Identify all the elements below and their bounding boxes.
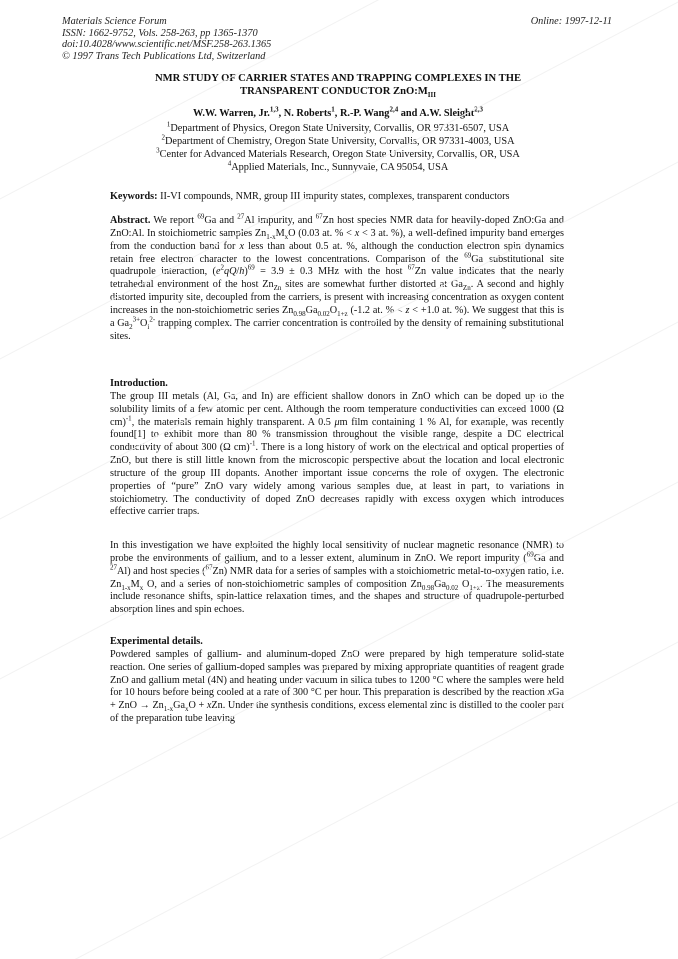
issn-line: ISSN: 1662-9752, Vols. 258-263, pp 1365-1370 bbox=[62, 27, 258, 39]
keywords-text: II-VI compounds, NMR, group III impurity states, complexes, transparent conductors bbox=[160, 191, 510, 202]
citation-header bbox=[62, 16, 271, 62]
affiliation: $^2$Department of Chemistry, Oregon State University, Corvallis, OR 97331-4003, USA bbox=[161, 133, 515, 147]
keywords bbox=[110, 191, 564, 204]
abstract-paragraph: Abstract. We report $^{69}$Ga and $^{27}$Al impurity, and $^{67}$Zn host species NMR data for heavily-doped ZnO:Ga and ZnO:Al. In stoichiometric samples $Zn_{1-x}M_xO$ (0.03 at. % < x < 3 at. %), a well-defined impurity band emerges from the conduction band for x less than about 0.5 at. %, although the conduction electron spin dynamics retain free electron character to the lowest concentrations. Comparison of the $^{69}$Ga substitutional site quadrupole interaction, $(e^2qQ/h)^{69} = 3.9 \pm 0.3$ MHz with the host $^{67}$Zn value indicates that the nearly tetrahedral environment of the host $Zn_{Zn}$ sites are somewhat further distorted at $Ga_{Zn}$. A second and highly distorted impurity site, decoupled from the carriers, is present with increasing concentration as oxygen content increases in the non-stoichiometric series $Zn_{0.98}Ga_{0.02}O_{1+z}$ (-1.2 at. % < z < +1.0 at. %). We suggest that this is a $Ga_2^{3+}O_i^{2-}$ trapping complex. The carrier concentration is controlled by the density of remaining substitutional sites. bbox=[110, 212, 565, 342]
online-date: Online: 1997-12-11 bbox=[530, 16, 612, 27]
introduction-section: Introduction. The group III metals (Al, Ga, and In) are efficient shallow donors in ZnO which can be doped up to the solubility limits of a few atomic per cent. Although the room temperature conductivities can exceed 1000 (Ω cm)$^{-1}$, the materials remain highly transparent. A 0.5 μm film containing 1 % Al, for example, was recently found[1] to exhibit more than 80 % transmission throughout the visible range, despite a DC electrical conductivity of about 300 (Ω cm)$^{-1}$. There is a long history of work on the electrical and optical properties of ZnO, but there is still little known from the microscopic perspective about the location and local electronic structure of the group III dopants. Another important issue concerns the role of oxygen. The electronic properties of “pure” ZnO vary widely among various samples due, at least in part, to variations in stoichiometry. The conductivity of doped ZnO decreases rapidly with excess oxygen which introduces effective carrier traps. bbox=[110, 378, 564, 518]
author-list bbox=[62, 105, 614, 121]
paper-title-text: TRANSPARENT CONDUCTOR ZnO:M bbox=[240, 86, 428, 97]
keywords-label: Keywords: bbox=[110, 191, 158, 202]
author: A.W. Sleight$^{2,3}$ bbox=[419, 105, 483, 119]
author: W.W. Warren, Jr.$^{1,3}$, bbox=[193, 105, 284, 119]
paper-title-line-1: NMR STUDY OF CARRIER STATES AND TRAPPING COMPLEXES IN THE bbox=[154, 73, 522, 84]
affiliation: $^3$Center for Advanced Materials Research, Oregon State University, Corvallis, OR, USA bbox=[156, 146, 520, 160]
abstract-label: Abstract. bbox=[110, 215, 151, 226]
experimental-section: Experimental details. Powdered samples of gallium- and aluminum-doped ZnO were prepared by high temperature solid-state reaction. One series of gallium-doped samples was prepared by mixing appropriate quantities of reagent grade ZnO and gallium metal (4N) and heating under vacuum in silica tubes to 1200 °C where the samples were held for 10 hours before being cooled at a rate of 300 °C per hour. This preparation is described by the reaction xGa + ZnO → $Zn_{1-x}Ga_xO$ + xZn. Under the synthesis conditions, excess elemental zinc is distilled to the cooler part of the preparation tube leaving bbox=[110, 636, 564, 725]
affiliation: $^4$Applied Materials, Inc., Sunnyvale, CA 95054, USA bbox=[227, 159, 449, 173]
experimental-heading: Experimental details. bbox=[110, 636, 203, 647]
introduction-paragraph-2: In this investigation we have exploited the highly local sensitivity of nuclear magnetic resonance (NMR) to probe the environments of gallium, and to a lesser extent, aluminum in ZnO. We report impurity ($^{69}$Ga and $^{27}$Al) and host species ($^{67}$Zn) NMR data for a series of samples with a stoichiometric metal-to-oxygen ratio, i.e. $Zn_{1-x}M_x$ O, and a series of non-stoichiometric samples of composition $Zn_{0.98}Ga_{0.02}$ $O_{1+z}$. The measurements include resonance shifts, spin-lattice relaxation times, and the shapes and structure of quadrupole-perturbed absorption lines and spin echoes. bbox=[110, 540, 565, 616]
doi-line[interactable]: doi:10.4028/www.scientific.net/MSF.258-263.1365 bbox=[62, 39, 272, 51]
author: R.-P. Wang$^{2,4}$ and bbox=[339, 105, 420, 119]
paper-title-subscript: III bbox=[427, 91, 436, 100]
paper-title-line-2 bbox=[62, 85, 614, 98]
affiliation: $^1$Department of Physics, Oregon State University, Corvallis, OR 97331-6507, USA bbox=[166, 120, 510, 134]
copyright-line: © 1997 Trans Tech Publications Ltd, Switzerland bbox=[62, 50, 266, 62]
journal-name: Materials Science Forum bbox=[62, 16, 167, 27]
introduction-heading: Introduction. bbox=[110, 378, 168, 389]
author: N. Roberts$^1$, bbox=[283, 105, 340, 119]
